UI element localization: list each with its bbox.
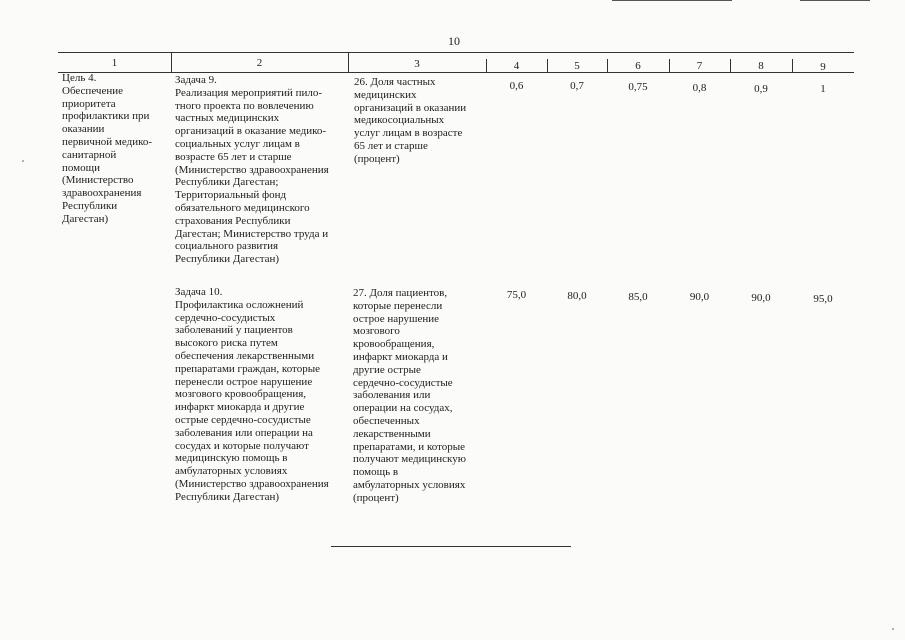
column-header-4: 4 <box>513 60 520 72</box>
indicator-line: инфаркт миокарда и <box>353 350 448 363</box>
task-line: острые сердечно-сосудистые <box>175 413 311 426</box>
value-cell: 80,0 <box>567 290 587 302</box>
column-header-3: 3 <box>414 58 420 70</box>
value-cell: 0,6 <box>509 80 524 92</box>
indicator-27-cell <box>353 287 479 505</box>
column-header-2: 2 <box>256 57 263 69</box>
value-cell: 0,9 <box>754 83 768 95</box>
indicator-line: 65 лет и старше <box>354 139 428 152</box>
indicator-line: (процент) <box>353 491 399 504</box>
scan-edge-mark <box>800 0 870 1</box>
task-line: частных медицинских <box>175 112 280 125</box>
goal-line: помощи <box>62 161 100 174</box>
indicator-line: острое нарушение <box>353 312 439 325</box>
value-cell: 1 <box>820 83 826 95</box>
indicator-line: (процент) <box>354 152 400 165</box>
goal-cell <box>62 72 168 226</box>
task-title: Задача 10. <box>175 286 223 298</box>
footer-separator-line <box>331 546 571 547</box>
task-line: социальных услуг лицам в <box>175 137 300 150</box>
indicator-line: сердечно-сосудистые <box>353 376 453 389</box>
column-header-5: 5 <box>574 60 580 72</box>
goal-title: Цель 4. <box>62 72 97 84</box>
page-number: 10 <box>448 34 460 48</box>
task-line: сердечно-сосудистых <box>175 311 276 324</box>
indicator-line: медикосоциальных <box>354 114 445 127</box>
indicator-line: препаратами, и которые <box>353 440 466 453</box>
indicator-line: услуг лицам в возрасте <box>354 127 463 140</box>
indicator-line: которые перенесли <box>353 299 443 312</box>
goal-line: первичной медико- <box>62 135 153 148</box>
goal-line: (Министерство <box>62 174 134 187</box>
task-line: Реализация мероприятий пило- <box>175 86 323 99</box>
indicator-line: мозгового <box>353 325 400 338</box>
indicator-line: организаций в оказании <box>354 101 467 114</box>
indicator-line: операции на сосудах, <box>353 402 453 415</box>
column-header-1: 1 <box>111 57 118 69</box>
task-line: мозгового кровообращения, <box>175 388 307 401</box>
goal-line: оказании <box>62 123 105 136</box>
indicator-line: медицинских <box>354 88 417 101</box>
task-line: заболеваний у пациентов <box>175 324 293 337</box>
task-line: Республики Дагестан) <box>175 253 280 266</box>
column-header-8: 8 <box>758 60 764 72</box>
indicator-line: заболевания или <box>353 389 431 402</box>
task-line: (Министерство здравоохранения <box>175 163 329 176</box>
task-10-cell <box>175 286 345 504</box>
task-line: Республики Дагестан) <box>175 490 280 503</box>
task-line: Республики Дагестан; <box>175 176 279 189</box>
goal-line: приоритета <box>62 97 116 110</box>
column-header-6: 6 <box>635 60 641 72</box>
goal-line: Республики <box>62 199 118 212</box>
goal-line: санитарной <box>62 148 117 161</box>
indicator-26-cell <box>354 76 480 166</box>
task-line: препаратами граждан, которые <box>175 362 320 375</box>
indicator-line: кровообращения, <box>353 338 435 351</box>
goal-line: Дагестан) <box>62 212 109 225</box>
task-line: (Министерство здравоохранения <box>175 477 329 490</box>
value-cell: 90,0 <box>751 292 771 304</box>
task-line: высокого риска путем <box>175 337 278 350</box>
column-header-9: 9 <box>820 61 826 73</box>
task-line: тного проекта по вовлечению <box>175 99 314 112</box>
task-line: инфаркт миокарда и другие <box>175 401 305 414</box>
task-line: медицинскую помощь в <box>175 452 288 465</box>
indicator-line: лекарственными <box>353 427 431 440</box>
value-cell: 0,75 <box>628 81 648 93</box>
indicator-line: другие острые <box>353 363 421 376</box>
value-cell: 0,8 <box>692 82 707 94</box>
indicator-line: обеспеченных <box>353 414 420 427</box>
task-line: Дагестан; Министерство труда и <box>175 227 329 240</box>
task-line: Профилактика осложнений <box>175 298 304 311</box>
goal-line: здравоохранения <box>62 187 142 200</box>
task-line: сосудах и которые получают <box>175 439 309 452</box>
task-line: обеспечения лекарственными <box>175 349 315 362</box>
table-top-border <box>58 52 854 53</box>
task-line: социального развития <box>175 240 279 253</box>
indicator-line: 27. Доля пациентов, <box>353 287 448 299</box>
task-line: организаций в оказание медико- <box>175 125 327 138</box>
task-title: Задача 9. <box>175 74 217 86</box>
task-9-cell <box>175 74 345 266</box>
task-line: Территориальный фонд <box>175 189 287 202</box>
goal-line: Обеспечение <box>62 84 123 97</box>
task-line: перенесли острое нарушение <box>175 375 313 388</box>
goal-line: профилактики при <box>62 110 150 123</box>
task-line: амбулаторных условиях <box>175 465 288 478</box>
indicator-line: амбулаторных условиях <box>353 478 466 491</box>
value-cell: 90,0 <box>689 291 710 303</box>
value-cell: 75,0 <box>506 289 527 301</box>
task-line: заболевания или операции на <box>175 426 313 439</box>
scan-dot <box>892 628 894 630</box>
value-cell: 85,0 <box>628 291 648 303</box>
scan-dot <box>22 160 24 162</box>
task-line: страхования Республики <box>175 214 291 227</box>
indicator-line: получают медицинскую <box>353 453 466 466</box>
task-line: обязательного медицинского <box>175 201 310 214</box>
value-cell: 0,7 <box>570 80 584 92</box>
column-header-7: 7 <box>696 60 703 72</box>
value-cell: 95,0 <box>813 293 833 305</box>
indicator-line: помощь в <box>353 466 399 479</box>
indicator-line: 26. Доля частных <box>354 76 436 88</box>
task-line: возрасте 65 лет и старше <box>175 150 292 163</box>
scan-edge-mark <box>612 0 732 1</box>
